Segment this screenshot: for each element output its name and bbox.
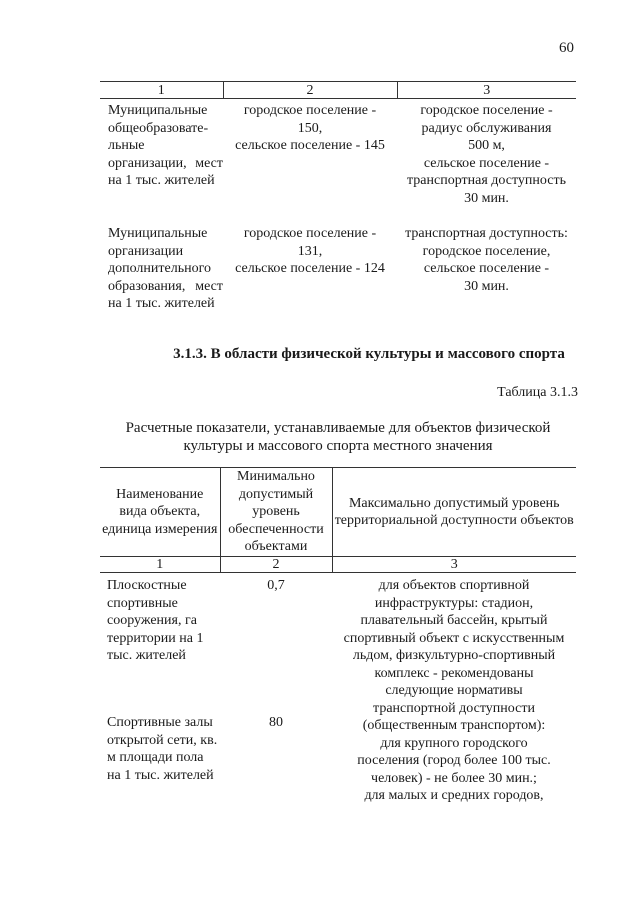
accessibility-cell: городское поселение - радиус обслуживания 500 м, сельское поселение - транспортная доступность 30 мин. [407,103,566,206]
accessibility-cell: для объектов спортивной инфраструктуры: стадион, плавательный бассейн, крытый спортивный объект с искусственным льдом, физкультурно-спортивный комплекс - рекомендованы следующие нормативы транспортной доступности (общественным транспортом): для крупного городского поселения (город более 100 тыс. человек) - не более 30 мин.; для малых и средних городов, [343,578,565,803]
provision-cell: городское поселение - 131, сельское поселение - 124 [235,226,385,276]
column-number-3: 3 [332,557,576,573]
column-number-2: 2 [220,557,332,573]
table-column-numbers [100,557,576,573]
header-max-accessibility: Максимально допустимый уровень территориальной доступности объектов [332,468,576,557]
table-row [100,225,576,313]
column-number-1: 1 [100,557,220,573]
object-name-cell: Муниципальные организации дополнительного образования, мест на 1 тыс. жителей [108,226,223,311]
table-header-row [100,468,576,557]
table-label: Таблица 3.1.3 [497,385,578,400]
section-heading: 3.1.3. В области физической культуры и массового спорта [173,346,565,362]
provision-cell: городское поселение - 150, сельское поселение - 145 [235,103,385,153]
header-min-provision: Минимально допустимый уровень обеспеченности объектами [220,468,332,557]
education-standards-table [100,81,576,313]
header-object-name: Наименование вида объекта, единица измерения [100,468,220,557]
table-row [100,99,576,226]
object-name-cell: Муниципальные общеобразовате-льные организации, мест на 1 тыс. жителей [108,103,223,188]
page-number: 60 [559,40,574,56]
accessibility-cell: транспортная доступность: городское поселение, сельское поселение - 30 мин. [405,226,568,294]
object-name-cell: Спортивные залы открытой сети, кв. м площади пола на 1 тыс. жителей [107,715,218,783]
object-name-cell: Плоскостные спортивные сооружения, га территории на 1 тыс. жителей [107,578,204,663]
column-number-2: 2 [223,82,397,99]
column-number-1: 1 [100,82,223,99]
provision-cell: 0,7 [267,578,285,593]
provision-cell: 80 [269,715,283,731]
table-column-numbers [100,82,576,99]
table-row [100,573,576,715]
sports-standards-table [100,467,576,805]
column-number-3: 3 [397,82,576,99]
table-caption: Расчетные показатели, устанавливаемые для объектов физической культуры и массового спорта местного значения [125,420,551,454]
